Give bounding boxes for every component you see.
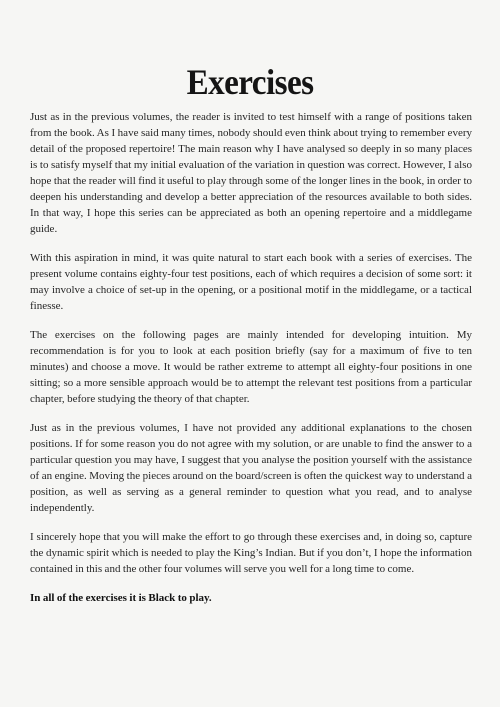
paragraph-closing: I sincerely hope that you will make the effort to go through these exercises and, in doing so, capture the dynamic spirit which is needed to play the King’s Indian. But if you don’t, I hope the information contained in this and the other four volumes will serve you well for a long time to come. [30,531,472,575]
paragraph-intro: Just as in the previous volumes, the reader is invited to test himself with a range of positions taken from the book. As I have said many times, nobody should even think about trying to remember every detail of the proposed repertoire! The main reason why I have analysed so deeply in so many places is to satisfy myself that my initial evaluation of the variation in question was correct. However, I also hope that the reader will find it useful to play through some of the longer lines in the book, in order to deepen his understanding and develop a better appreciation of the resources available to both sides. In that way, I hope this series can be appreciated as both an opening repertoire and a middlegame guide. [30,111,472,235]
paragraph-explanations: Just as in the previous volumes, I have not provided any additional explanations to the chosen positions. If for some reason you do not agree with my solution, or are unable to find the answer to a particular question you may have, I suggest that you analyse the position yourself with the assistance of an engine. Moving the pieces around on the board/screen is often the quickest way to understand a position, as well as serving as a general reminder to question what you read, and to analyse independently. [30,422,472,514]
paragraph-intuition: The exercises on the following pages are mainly intended for developing intuition. My recommendation is for you to look at each position briefly (say for a maximum of five to ten minutes) and choose a move. It would be rather extreme to attempt all eighty-four positions in one sitting; so a more sensible approach would be to attempt the relevant test positions from a particular chapter, before studying the theory of that chapter. [30,329,472,405]
black-to-play-note: In all of the exercises it is Black to play. [30,592,212,604]
body-text [30,109,472,619]
paragraph-aspiration: With this aspiration in mind, it was quite natural to start each book with a series of exercises. The present volume contains eighty-four test positions, each of which requires a decision of some sort: it may involve a choice of set-up in the opening, or a positional motif in the middlegame, or a tactical finesse. [30,252,472,312]
page-title: Exercises [186,62,314,103]
